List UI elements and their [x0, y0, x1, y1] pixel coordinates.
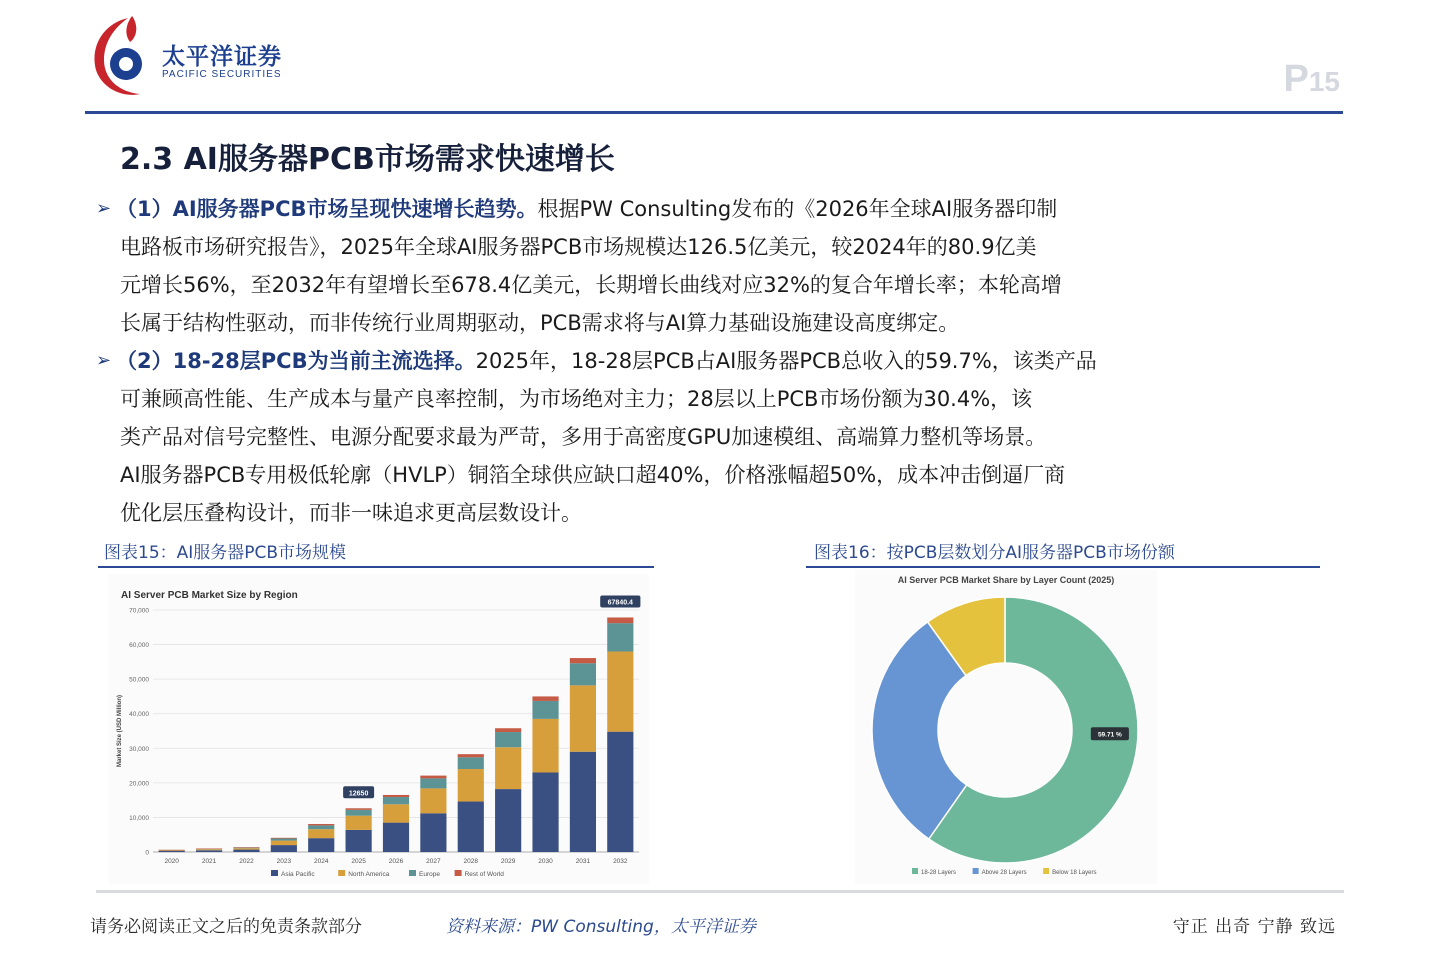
bar-segment-north-america: [532, 719, 558, 773]
disclaimer-text: 请务必阅读正文之后的免责条款部分: [90, 917, 362, 937]
bar-segment-asia-pacific: [196, 850, 222, 852]
bullet-arrow-icon: ➢: [96, 198, 112, 219]
y-tick-label: 10,000: [129, 814, 149, 822]
x-tick-label: 2022: [239, 858, 254, 865]
legend-label: Above 28 Layers: [981, 870, 1027, 876]
y-tick-label: 30,000: [129, 745, 149, 753]
bar-segment-north-america: [570, 685, 596, 751]
bar-segment-north-america: [233, 848, 259, 849]
bar-segment-rest-of-world: [196, 849, 222, 850]
paragraph-2: [96, 342, 1336, 532]
market-share-chart-panel: [855, 570, 1157, 884]
page-number: [1283, 58, 1340, 101]
x-tick-label: 2031: [575, 858, 591, 865]
paragraph-2-line-5: 优化层压叠构设计，而非一味追求更高层数设计。: [120, 501, 582, 525]
paragraph-2-line-3: 类产品对信号完整性、电源分配要求最为严苛，多用于高密度GPU加速模组、高端算力整机等场景。: [120, 425, 1047, 449]
legend-swatch: [1043, 868, 1049, 874]
x-tick-label: 2026: [388, 858, 404, 865]
y-tick-label: 60,000: [129, 642, 149, 650]
bar-segment-asia-pacific: [271, 845, 297, 852]
bar-segment-rest-of-world: [607, 617, 633, 623]
paragraph-2-line-2: 可兼顾高性能、生产成本与量产良率控制，为市场绝对主力；28层以上PCB市场份额为30.4%，该: [120, 387, 1033, 411]
bar-segment-north-america: [383, 804, 409, 822]
bar-segment-europe: [570, 663, 596, 685]
page-number-value: 15: [1308, 66, 1340, 97]
bar-segment-asia-pacific: [532, 772, 558, 852]
motto-text: 守正 出奇 宁静 致远: [1172, 917, 1336, 937]
bar-segment-north-america: [420, 788, 446, 813]
bar-segment-rest-of-world: [458, 754, 484, 757]
header-divider: [85, 111, 1343, 114]
bar-segment-north-america: [495, 747, 521, 789]
bar-segment-north-america: [346, 816, 372, 830]
legend-swatch: [455, 870, 462, 876]
bar-segment-north-america: [271, 841, 297, 845]
legend-label: Asia Pacific: [281, 871, 315, 878]
page-prefix: P: [1283, 58, 1309, 100]
logo-mark-icon: [88, 14, 158, 100]
market-share-donut-chart: [855, 570, 1157, 884]
bar-segment-europe: [532, 701, 558, 719]
bar-segment-rest-of-world: [271, 838, 297, 839]
figure-15-caption: 图表15：AI服务器PCB市场规模: [104, 543, 347, 563]
bar-segment-north-america: [308, 829, 334, 838]
x-tick-label: 2025: [351, 858, 366, 865]
legend-swatch: [912, 868, 918, 874]
bar-segment-north-america: [607, 651, 633, 731]
paragraph-1-highlight: （1）AI服务器PCB市场呈现快速增长趋势。: [116, 197, 538, 221]
legend-swatch: [973, 868, 979, 874]
y-tick-label: 50,000: [129, 676, 149, 684]
legend-swatch: [271, 870, 278, 876]
bar-segment-europe: [346, 810, 372, 816]
bar-segment-asia-pacific: [233, 850, 259, 852]
legend-swatch: [338, 870, 345, 876]
paragraph-2-line-1: 2025年，18-28层PCB占AI服务器PCB总收入的59.7%，该类产品: [475, 349, 1097, 373]
legend-label: Rest of World: [464, 871, 504, 878]
brand-name-cn: 太平洋证券: [162, 44, 282, 70]
bar-segment-rest-of-world: [383, 795, 409, 797]
data-label: 59.71 %: [1097, 731, 1122, 739]
bar-segment-asia-pacific: [495, 789, 521, 852]
y-tick-label: 20,000: [129, 780, 149, 788]
paragraph-2-line-4: AI服务器PCB专用极低轮廓（HVLP）铜箔全球供应缺口超40%，价格涨幅超50%，成本冲击倒逼厂商: [120, 463, 1066, 487]
bar-segment-rest-of-world: [532, 696, 558, 700]
y-tick-label: 70,000: [129, 607, 149, 615]
legend-swatch: [409, 870, 416, 876]
bar-segment-europe: [271, 839, 297, 841]
x-tick-label: 2028: [463, 858, 479, 865]
x-tick-label: 2020: [164, 858, 179, 865]
data-label: 12650: [348, 790, 369, 798]
y-tick-label: 40,000: [129, 711, 149, 719]
market-size-bar-chart: [109, 574, 649, 884]
x-tick-label: 2023: [276, 858, 292, 865]
market-size-chart-panel: [109, 574, 649, 884]
x-tick-label: 2024: [313, 858, 329, 865]
legend-label: Europe: [419, 871, 440, 878]
bar-segment-north-america: [458, 769, 484, 801]
bar-segment-rest-of-world: [420, 776, 446, 779]
bar-segment-asia-pacific: [159, 851, 185, 852]
bar-segment-asia-pacific: [458, 802, 484, 852]
bullet-arrow-icon: ➢: [96, 350, 112, 371]
x-tick-label: 2027: [426, 858, 441, 865]
bar-segment-europe: [308, 825, 334, 829]
section-title: 2.3 AI服务器PCB市场需求快速增长: [120, 142, 615, 177]
data-label: 67840.4: [607, 599, 633, 607]
figure-16-caption: 图表16：按PCB层数划分AI服务器PCB市场份额: [814, 543, 1175, 563]
bar-segment-asia-pacific: [383, 823, 409, 852]
bar-segment-europe: [383, 797, 409, 804]
paragraph-2-highlight: （2）18-28层PCB为当前主流选择。: [116, 349, 476, 373]
bar-segment-europe: [495, 732, 521, 747]
legend-label: Below 18 Layers: [1052, 870, 1097, 876]
x-tick-label: 2030: [538, 858, 553, 865]
legend-label: 18-28 Layers: [921, 870, 957, 876]
y-axis-label: Market Size (USD Million): [117, 694, 123, 768]
bar-segment-asia-pacific: [308, 838, 334, 852]
paragraph-1: [96, 190, 1336, 342]
brand-logo: [88, 14, 308, 102]
x-tick-label: 2021: [201, 858, 217, 865]
bar-segment-north-america: [196, 849, 222, 850]
bar-segment-asia-pacific: [607, 732, 633, 852]
bar-segment-europe: [607, 623, 633, 651]
x-tick-label: 2029: [500, 858, 516, 865]
bar-segment-rest-of-world: [346, 808, 372, 810]
bar-segment-asia-pacific: [420, 813, 446, 852]
brand-name-en: PACIFIC SECURITIES: [162, 69, 282, 80]
paragraph-1-line-2: 电路板市场研究报告》，2025年全球AI服务器PCB市场规模达126.5亿美元，较2024年的80.9亿美: [120, 235, 1037, 259]
bar-segment-rest-of-world: [159, 850, 185, 851]
y-tick-label: 0: [145, 849, 149, 857]
bar-segment-asia-pacific: [570, 752, 596, 852]
figure-15-divider: [98, 566, 654, 568]
footer-divider: [96, 890, 1344, 893]
bar-segment-rest-of-world: [570, 658, 596, 663]
paragraph-1-line-3: 元增长56%，至2032年有望增长至678.4亿美元，长期增长曲线对应32%的复合年增长率；本轮高增: [120, 273, 1062, 297]
bar-segment-rest-of-world: [233, 847, 259, 848]
source-text: 资料来源：PW Consulting，太平洋证券: [446, 917, 756, 937]
paragraph-1-line-1: 根据PW Consulting发布的《2026年全球AI服务器印制: [537, 197, 1058, 221]
bar-segment-europe: [420, 778, 446, 788]
chart-title: AI Server PCB Market Size by Region: [121, 590, 298, 601]
bar-segment-asia-pacific: [346, 830, 372, 852]
bar-segment-rest-of-world: [495, 728, 521, 732]
chart-title: AI Server PCB Market Share by Layer Count (2025): [897, 575, 1115, 585]
x-tick-label: 2032: [613, 858, 628, 865]
bar-segment-europe: [458, 757, 484, 769]
bar-segment-rest-of-world: [308, 824, 334, 825]
paragraph-1-line-4: 长属于结构性驱动，而非传统行业周期驱动，PCB需求将与AI算力基础设施建设高度绑定。: [120, 311, 960, 335]
figure-16-divider: [806, 566, 1320, 568]
legend-label: North America: [348, 871, 390, 878]
